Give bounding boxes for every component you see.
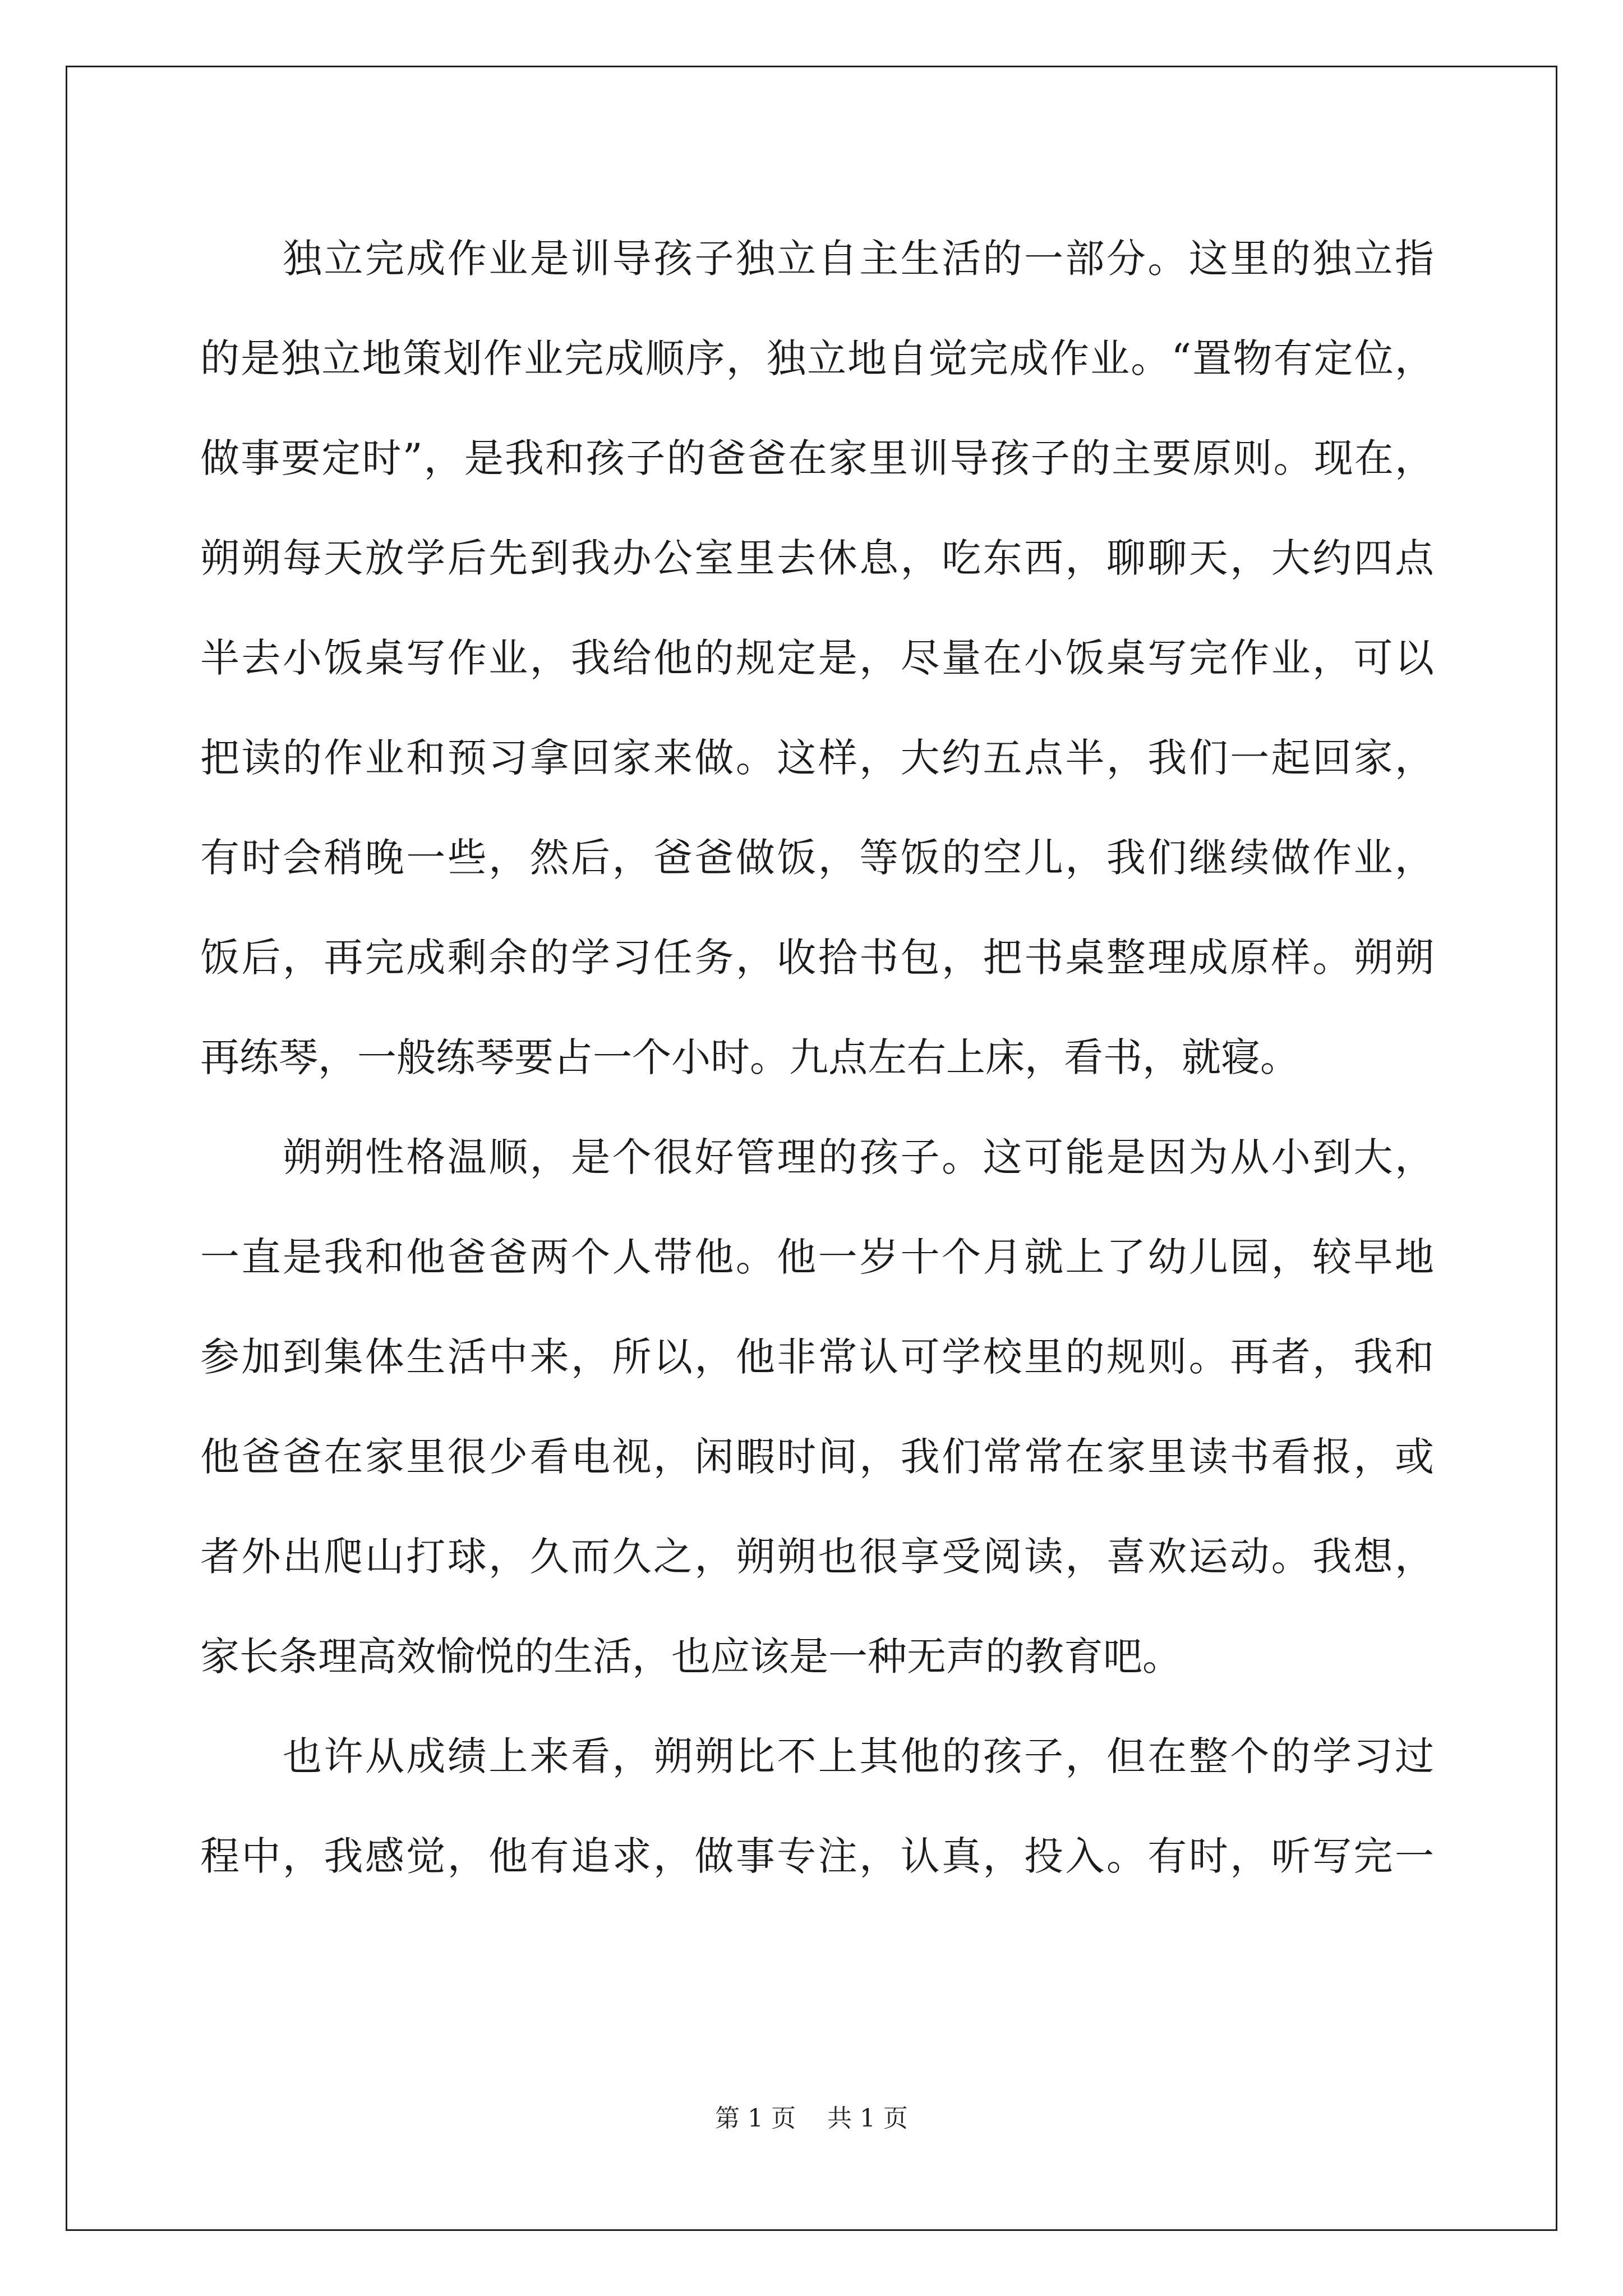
paragraph-2-line-6: 家长条理高效愉悦的生活，也应该是一种无声的教育吧。	[200, 1634, 1182, 1680]
document-body	[200, 209, 1434, 1906]
paragraph-1-line-3: 做事要定时”，是我和孩子的爸爸在家里训导孩子的主要原则。现在，	[200, 435, 1434, 481]
paragraph-2-line-4: 他爸爸在家里很少看电视，闲暇时间，我们常常在家里读书看报，或	[200, 1434, 1434, 1480]
paragraph-2-line-1: 朔朔性格温顺，是个很好管理的孩子。这可能是因为从小到大，	[283, 1134, 1434, 1180]
paragraph-3-line-1: 也许从成绩上来看，朔朔比不上其他的孩子，但在整个的学习过	[283, 1733, 1434, 1779]
paragraph-2-line-5: 者外出爬山打球，久而久之，朔朔也很享受阅读，喜欢运动。我想，	[200, 1534, 1434, 1580]
paragraph-2-line-2: 一直是我和他爸爸两个人带他。他一岁十个月就上了幼儿园，较早地	[200, 1234, 1434, 1280]
paragraph-1-line-7: 有时会稍晚一些，然后，爸爸做饭，等饭的空儿，我们继续做作业，	[200, 835, 1434, 881]
paragraph-1-line-9: 再练琴，一般练琴要占一个小时。九点左右上床，看书，就寝。	[200, 1034, 1299, 1080]
paragraph-2-line-3: 参加到集体生活中来，所以，他非常认可学校里的规则。再者，我和	[200, 1334, 1434, 1380]
paragraph-1-line-4: 朔朔每天放学后先到我办公室里去休息，吃东西，聊聊天，大约四点	[200, 535, 1434, 581]
paragraph-3-line-2: 程中，我感觉，他有追求，做事专注，认真，投入。有时，听写完一	[200, 1833, 1434, 1879]
page-number-footer: 第 1 页 共 1 页	[715, 2104, 908, 2133]
paragraph-1-line-5: 半去小饭桌写作业，我给他的规定是，尽量在小饭桌写完作业，可以	[200, 635, 1434, 681]
paragraph-1-line-1: 独立完成作业是训导孩子独立自主生活的一部分。这里的独立指	[283, 236, 1434, 282]
paragraph-1-line-8: 饭后，再完成剩余的学习任务，收拾书包，把书桌整理成原样。朔朔	[200, 935, 1434, 981]
paragraph-1-line-6: 把读的作业和预习拿回家来做。这样，大约五点半，我们一起回家，	[200, 735, 1434, 781]
paragraph-1-line-2: 的是独立地策划作业完成顺序，独立地自觉完成作业。“置物有定位，	[200, 335, 1434, 381]
